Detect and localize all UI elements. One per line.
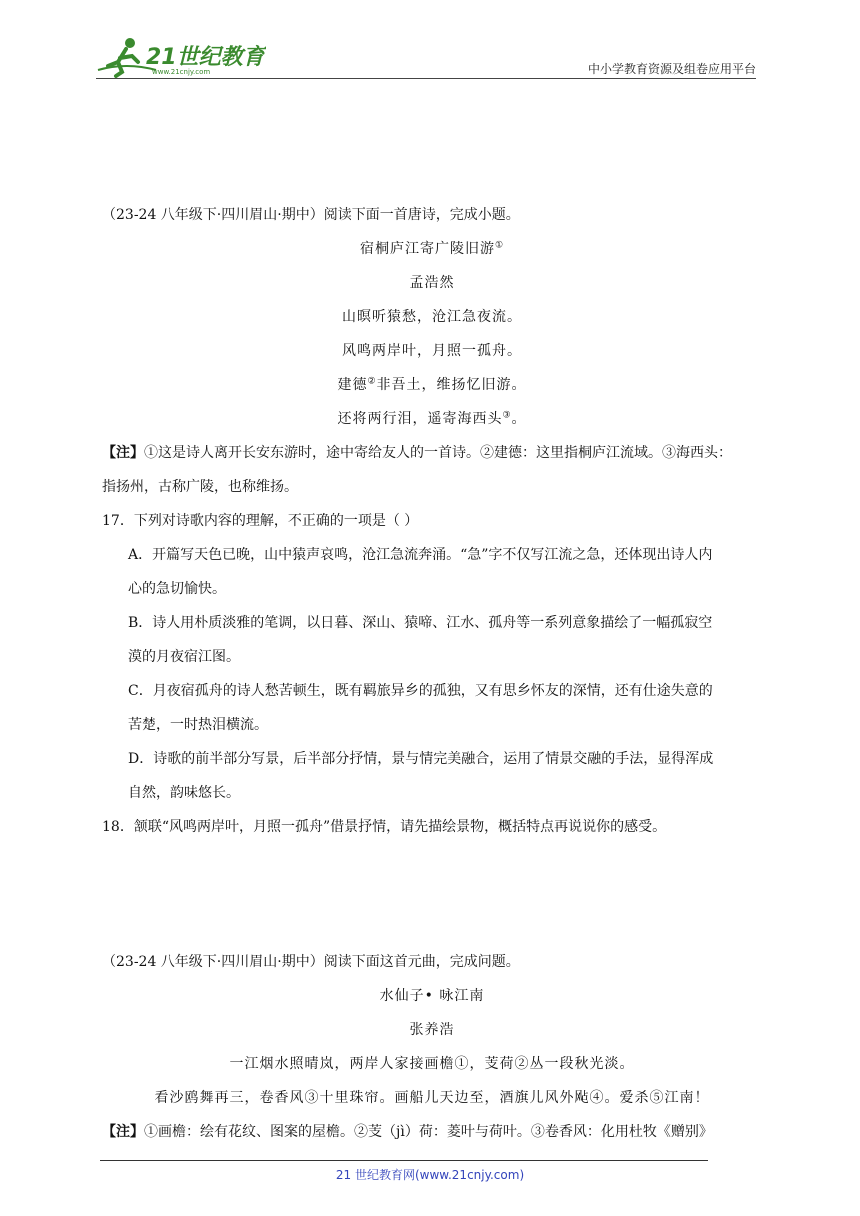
option-b-cont: 漠的月夜宿江图。: [128, 649, 240, 665]
option-d: D．诗歌的前半部分写景，后半部分抒情，景与情完美融合，运用了情景交融的手法，显得浑成: [128, 751, 714, 767]
poem-line: [102, 368, 762, 402]
platform-name: 中小学教育资源及组卷应用平台: [587, 62, 756, 76]
poem-line: 看沙鸥舞再三，卷香风③十里珠帘。画船儿天边至，酒旗儿风外飐④。爱杀⑤江南！: [154, 1090, 710, 1106]
page-header: [0, 0, 860, 82]
poem-title-footnote: ①: [494, 240, 505, 251]
notes: [102, 1115, 762, 1149]
poem-title-text: 宿桐庐江寄广陵旧游: [359, 241, 495, 257]
footer-divider: [100, 1160, 708, 1161]
note-text: 指扬州，古称广陵，也称维扬。: [102, 479, 298, 495]
note-text: ①这是诗人离开长安东游时，途中寄给友人的一首诗。②建德：这里指桐庐江流域。③海西头：: [144, 445, 732, 461]
logo-text: 21世纪教育: [146, 45, 265, 70]
poem-line: 一江烟水照晴岚，两岸人家接画檐①，芰荷②丛一段秋光淡。: [229, 1056, 635, 1072]
poem-line-part: 。: [511, 411, 527, 427]
section-poem-2: [102, 945, 762, 1149]
note-label: 【注】: [102, 1124, 144, 1140]
option-a-cont: 心的急切愉快。: [128, 581, 226, 597]
option-b: B．诗人用朴质淡雅的笔调，以日暮、深山、猿啼、江水、孤舟等一系列意象描绘了一幅孤寂空: [128, 615, 713, 631]
footnote-mark: ③: [502, 410, 512, 421]
option-d-cont: 自然，韵味悠长。: [128, 785, 240, 801]
question-18: 18．颔联“风鸣两岸叶，月照一孤舟”借景抒情，请先描绘景物，概括特点再说说你的感受。: [102, 819, 667, 835]
poem-title: 水仙子• 咏江南: [379, 988, 485, 1004]
option-a: A．开篇写天色已晚，山中猿声哀鸣，沧江急流奔涌。“急”字不仅写江流之急，还体现出诗人内: [128, 547, 713, 563]
poem-line-part: 还将两行泪，遥寄海西头: [337, 411, 503, 427]
poem-author: 张养浩: [409, 1022, 455, 1038]
question-17: 17．下列对诗歌内容的理解，不正确的一项是（ ）: [102, 513, 419, 529]
page-footer: 21 世纪教育网(www.21cnjy.com): [335, 1168, 525, 1182]
logo-url: www.21cnjy.com: [152, 68, 211, 76]
section-source: （23-24 八年级下·四川眉山·期中）阅读下面一首唐诗，完成小题。: [102, 207, 520, 223]
site-logo: [96, 36, 266, 78]
poem-line-part: 建德: [337, 377, 368, 393]
note-label: 【注】: [102, 445, 144, 461]
note-text: ①画檐：绘有花纹、图案的屋檐。②芰（jì）荷：菱叶与荷叶。③卷香风：化用杜牧《赠别》: [144, 1124, 713, 1140]
option-c: C．月夜宿孤舟的诗人愁苦顿生，既有羁旅异乡的孤独，又有思乡怀友的深情，还有仕途失意的: [128, 683, 713, 699]
section-source: （23-24 八年级下·四川眉山·期中）阅读下面这首元曲，完成问题。: [102, 954, 520, 970]
option-c-cont: 苦楚，一时热泪横流。: [128, 717, 268, 733]
header-divider: [96, 78, 756, 79]
poem-line: 风鸣两岸叶，月照一孤舟。: [342, 343, 522, 359]
notes: [102, 436, 762, 470]
footnote-mark: ②: [367, 376, 377, 387]
section-poem-1: [102, 198, 762, 844]
poem-author: 孟浩然: [409, 275, 455, 291]
poem-line: 山暝听猿愁，沧江急夜流。: [342, 309, 522, 325]
poem-line-part: 非吾土，维扬忆旧游。: [376, 377, 527, 393]
poem-line: [102, 402, 762, 436]
poem-title: [102, 232, 762, 266]
